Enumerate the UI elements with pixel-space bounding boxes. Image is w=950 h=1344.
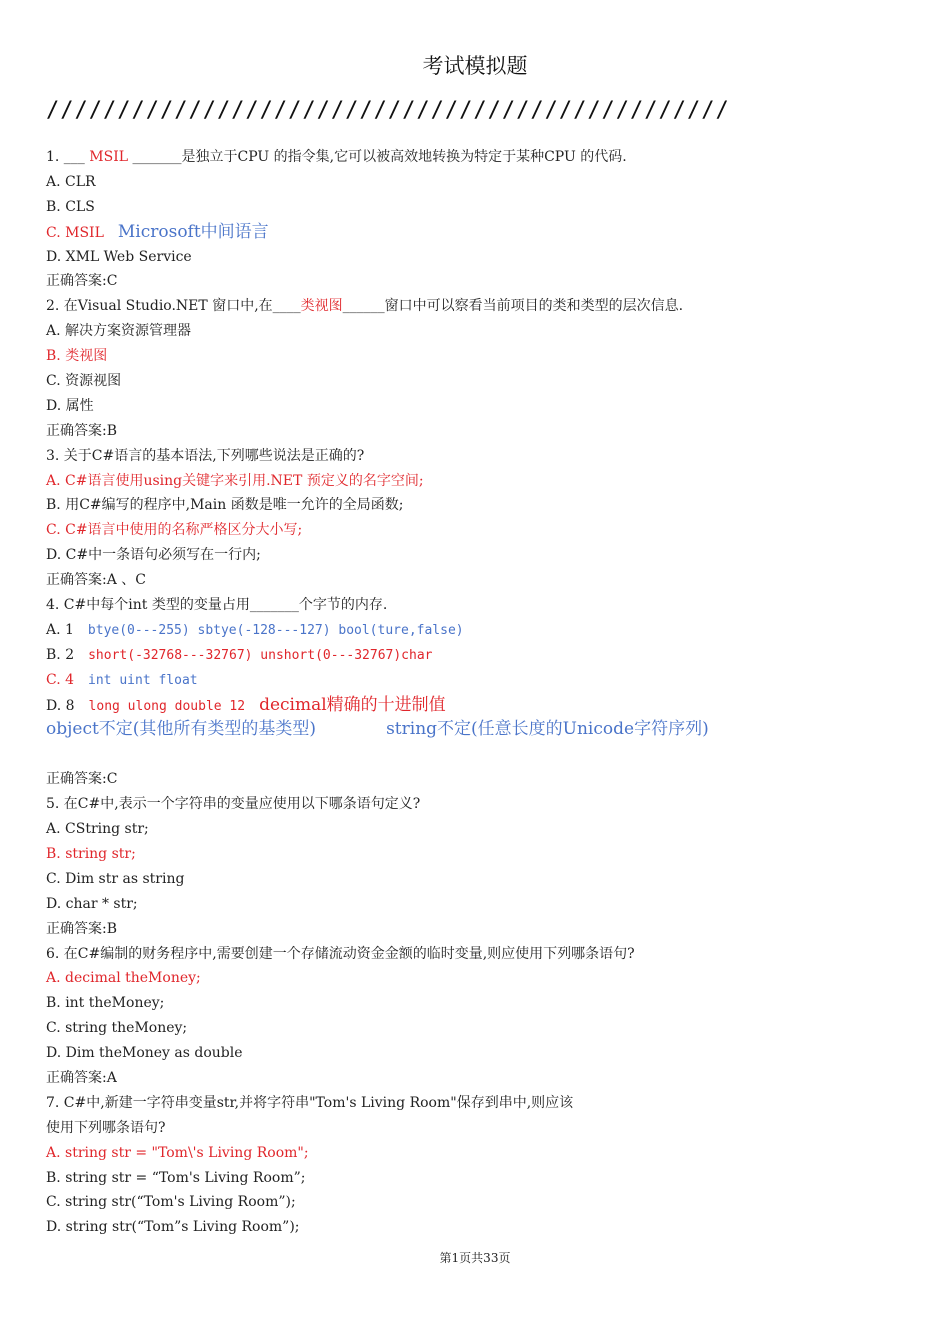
q5-option-a: A. CString str; (46, 821, 149, 838)
q7-option-b: B. string str = “Tom's Living Room”; (46, 1169, 306, 1186)
q2-option-b: B. 类视图 (46, 348, 108, 365)
q4-extra-object: object不定(其他所有类型的基类型) (46, 719, 317, 740)
q1-fill-answer: MSIL (89, 149, 129, 165)
page-title: 考试模拟题 (422, 54, 528, 78)
q3-option-a: A. C#语言使用using关键字来引用.NET 预定义的名字空间; (46, 472, 424, 489)
q4-extra-types (46, 717, 926, 742)
q5-answer: 正确答案:B (46, 920, 118, 937)
question-6-stem: 6. 在C#编制的财务程序中,需要创建一个存储流动资金金额的临时变量,则应使用下列哪条语句? (46, 945, 635, 962)
question-4-stem: 4. C#中每个int 类型的变量占用_______个字节的内存. (46, 597, 388, 614)
q1-stem-post: _______是独立于CPU 的指令集,它可以被高效地转换为特定于某种CPU 的代码. (128, 149, 627, 165)
q2-fill-answer: 类视图 (300, 298, 343, 315)
q7-option-a: A. string str = "Tom\'s Living Room"; (46, 1144, 309, 1161)
question-5-stem: 5. 在C#中,表示一个字符串的变量应使用以下哪条语句定义? (46, 796, 421, 813)
q1-option-a: A. CLR (46, 173, 96, 190)
q4-option-b (46, 643, 926, 668)
q1-option-d: D. XML Web Service (46, 248, 192, 265)
q5-option-b: B. string str; (46, 845, 136, 862)
q4-option-a-text: A. 1 (46, 621, 74, 638)
q4-option-d-text: D. 8 (46, 697, 75, 714)
question-7-stem-line-2: 使用下列哪条语句? (46, 1119, 166, 1136)
q3-option-c: C. C#语言中使用的名称严格区分大小写; (46, 522, 303, 539)
spacer (46, 742, 926, 767)
q2-option-a: A. 解决方案资源管理器 (46, 323, 192, 340)
q6-answer: 正确答案:A (46, 1069, 117, 1086)
q6-option-a: A. decimal theMoney; (46, 970, 201, 987)
q2-option-c: C. 资源视图 (46, 373, 122, 390)
q2-answer: 正确答案:B (46, 422, 118, 439)
q2-stem-post: ______窗口中可以察看当前项目的类和类型的层次信息. (342, 298, 684, 315)
q2-option-d: D. 属性 (46, 397, 94, 414)
q4-option-d-note: long ulong double 12 (88, 698, 246, 714)
question-list (46, 145, 926, 1240)
q4-extra-string: string不定(任意长度的Unicode字符序列) (386, 719, 709, 740)
q4-option-c-text: C. 4 (46, 671, 75, 688)
q2-stem-pre: 2. 在Visual Studio.NET 窗口中,在____ (46, 298, 301, 315)
q4-option-b-note: short(-32768---32767) unshort(0---32767)char (88, 647, 433, 663)
question-1-stem (46, 145, 926, 170)
q1-option-c-text: C. MSIL (46, 224, 104, 241)
q1-answer: 正确答案:C (46, 273, 118, 290)
q5-option-d: D. char * str; (46, 895, 138, 912)
q4-answer: 正确答案:C (46, 771, 118, 788)
q4-option-c (46, 668, 926, 693)
q3-answer: 正确答案:A 、C (46, 572, 146, 589)
q6-option-d: D. Dim theMoney as double (46, 1045, 243, 1062)
q4-option-d-note-2: decimal精确的十进制值 (259, 694, 446, 715)
q6-option-c: C. string theMoney; (46, 1020, 188, 1037)
page-footer: 第1页共33页 (439, 1251, 511, 1265)
q7-option-c: C. string str(“Tom's Living Room”); (46, 1194, 296, 1211)
q1-option-c (46, 220, 926, 245)
q1-option-c-note: Microsoft中间语言 (117, 221, 269, 242)
q5-option-c: C. Dim str as string (46, 870, 185, 887)
q3-option-d: D. C#中一条语句必须写在一行内; (46, 547, 261, 564)
q4-option-a-note: btye(0---255) sbtye(-128---127) bool(ture,false) (87, 622, 464, 638)
question-2-stem (46, 294, 926, 319)
question-7-stem-line-1: 7. C#中,新建一字符串变量str,并将字符串"Tom's Living Room"保存到串中,则应该 (46, 1094, 574, 1111)
q1-stem-pre: 1. ___ (46, 149, 90, 165)
q4-option-c-note: int uint float (88, 672, 198, 688)
q3-option-b: B. 用C#编写的程序中,Main 函数是唯一允许的全局函数; (46, 497, 404, 514)
q1-option-b: B. CLS (46, 198, 95, 215)
question-3-stem: 3. 关于C#语言的基本语法,下列哪些说法是正确的? (46, 447, 365, 464)
q4-option-a (46, 618, 926, 643)
q7-option-d: D. string str(“Tom”s Living Room”); (46, 1219, 300, 1236)
q6-option-b: B. int theMoney; (46, 995, 165, 1012)
slash-divider: //////////////////////////////////////////////// (46, 98, 730, 123)
q4-option-b-text: B. 2 (46, 646, 75, 663)
q4-option-d (46, 693, 926, 718)
